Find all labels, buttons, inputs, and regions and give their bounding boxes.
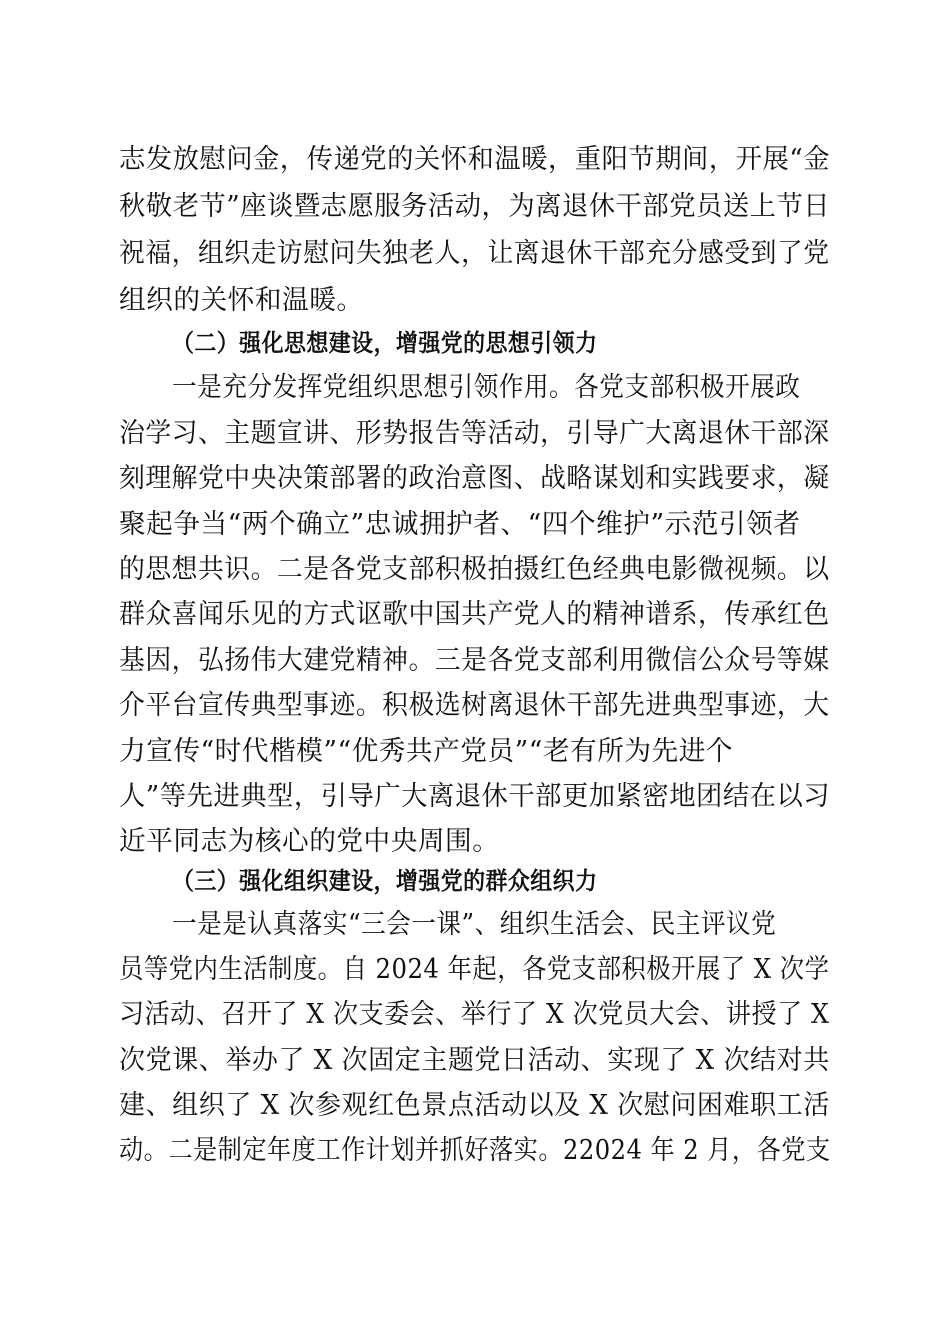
body-text-line: 基因，弘扬伟大建党精神。三是各党支部利用微信公众号等媒 (119, 645, 830, 676)
body-text-line: 群众喜闻乐见的方式讴歌中国共产党人的精神谱系，传承红色 (119, 599, 830, 630)
body-text-line: 祝福，组织走访慰问失独老人，让离退休干部充分感受到了党 (119, 238, 830, 269)
body-text-line: 近平同志为核心的党中央周围。 (119, 826, 500, 857)
body-text-line: 动。二是制定年度工作计划并抓好落实。22024 年 2 月，各党支 (119, 1135, 831, 1166)
body-text-line: 力宣传“时代楷模”“优秀共产党员”“老有所为先进个 (119, 736, 734, 767)
body-text-line: 员等党内生活制度。自 2024 年起，各党支部积极开展了 X 次学 (119, 954, 830, 985)
body-text-line: 志发放慰问金，传递党的关怀和温暖，重阳节期间，开展“金 (119, 144, 831, 175)
body-text-line: 一是是认真落实“三会一课”、组织生活会、民主评议党 (172, 909, 777, 940)
body-text-line: 一是充分发挥党组织思想引领作用。各党支部积极开展政 (172, 372, 801, 403)
body-text-line: 聚起争当“两个确立”忠诚拥护者、“四个维护”示范引领者 (119, 509, 801, 540)
body-text-line: 组织的关怀和温暖。 (119, 285, 364, 316)
body-text-line: 建、组织了 X 次参观红色景点活动以及 X 次慰问困难职工活 (119, 1090, 830, 1121)
body-text-line: 治学习、主题宣讲、形势报告等活动，引导广大离退休干部深 (119, 418, 830, 449)
body-text-line: 介平台宣传典型事迹。积极选树离退休干部先进典型事迹，大 (119, 690, 830, 721)
body-text-line: 习活动、召开了 X 次支委会、举行了 X 次党员大会、讲授了 X (119, 999, 830, 1030)
body-text-line: 的思想共识。二是各党支部积极拍摄红色经典电影微视频。以 (119, 554, 830, 585)
body-text-line: 秋敬老节”座谈暨志愿服务活动，为离退休干部党员送上节日 (119, 191, 831, 222)
body-text-line: 刻理解党中央决策部署的政治意图、战略谋划和实践要求，凝 (119, 463, 830, 494)
section-heading-3: （三）强化组织建设，增强党的群众组织力 (172, 866, 598, 895)
body-text-line: 人”等先进典型，引导广大离退休干部更加紧密地团结在以习 (119, 781, 831, 812)
body-text-line: 次党课、举办了 X 次固定主题党日活动、实现了 X 次结对共 (119, 1045, 830, 1076)
section-heading-2: （二）强化思想建设，增强党的思想引领力 (172, 328, 598, 357)
